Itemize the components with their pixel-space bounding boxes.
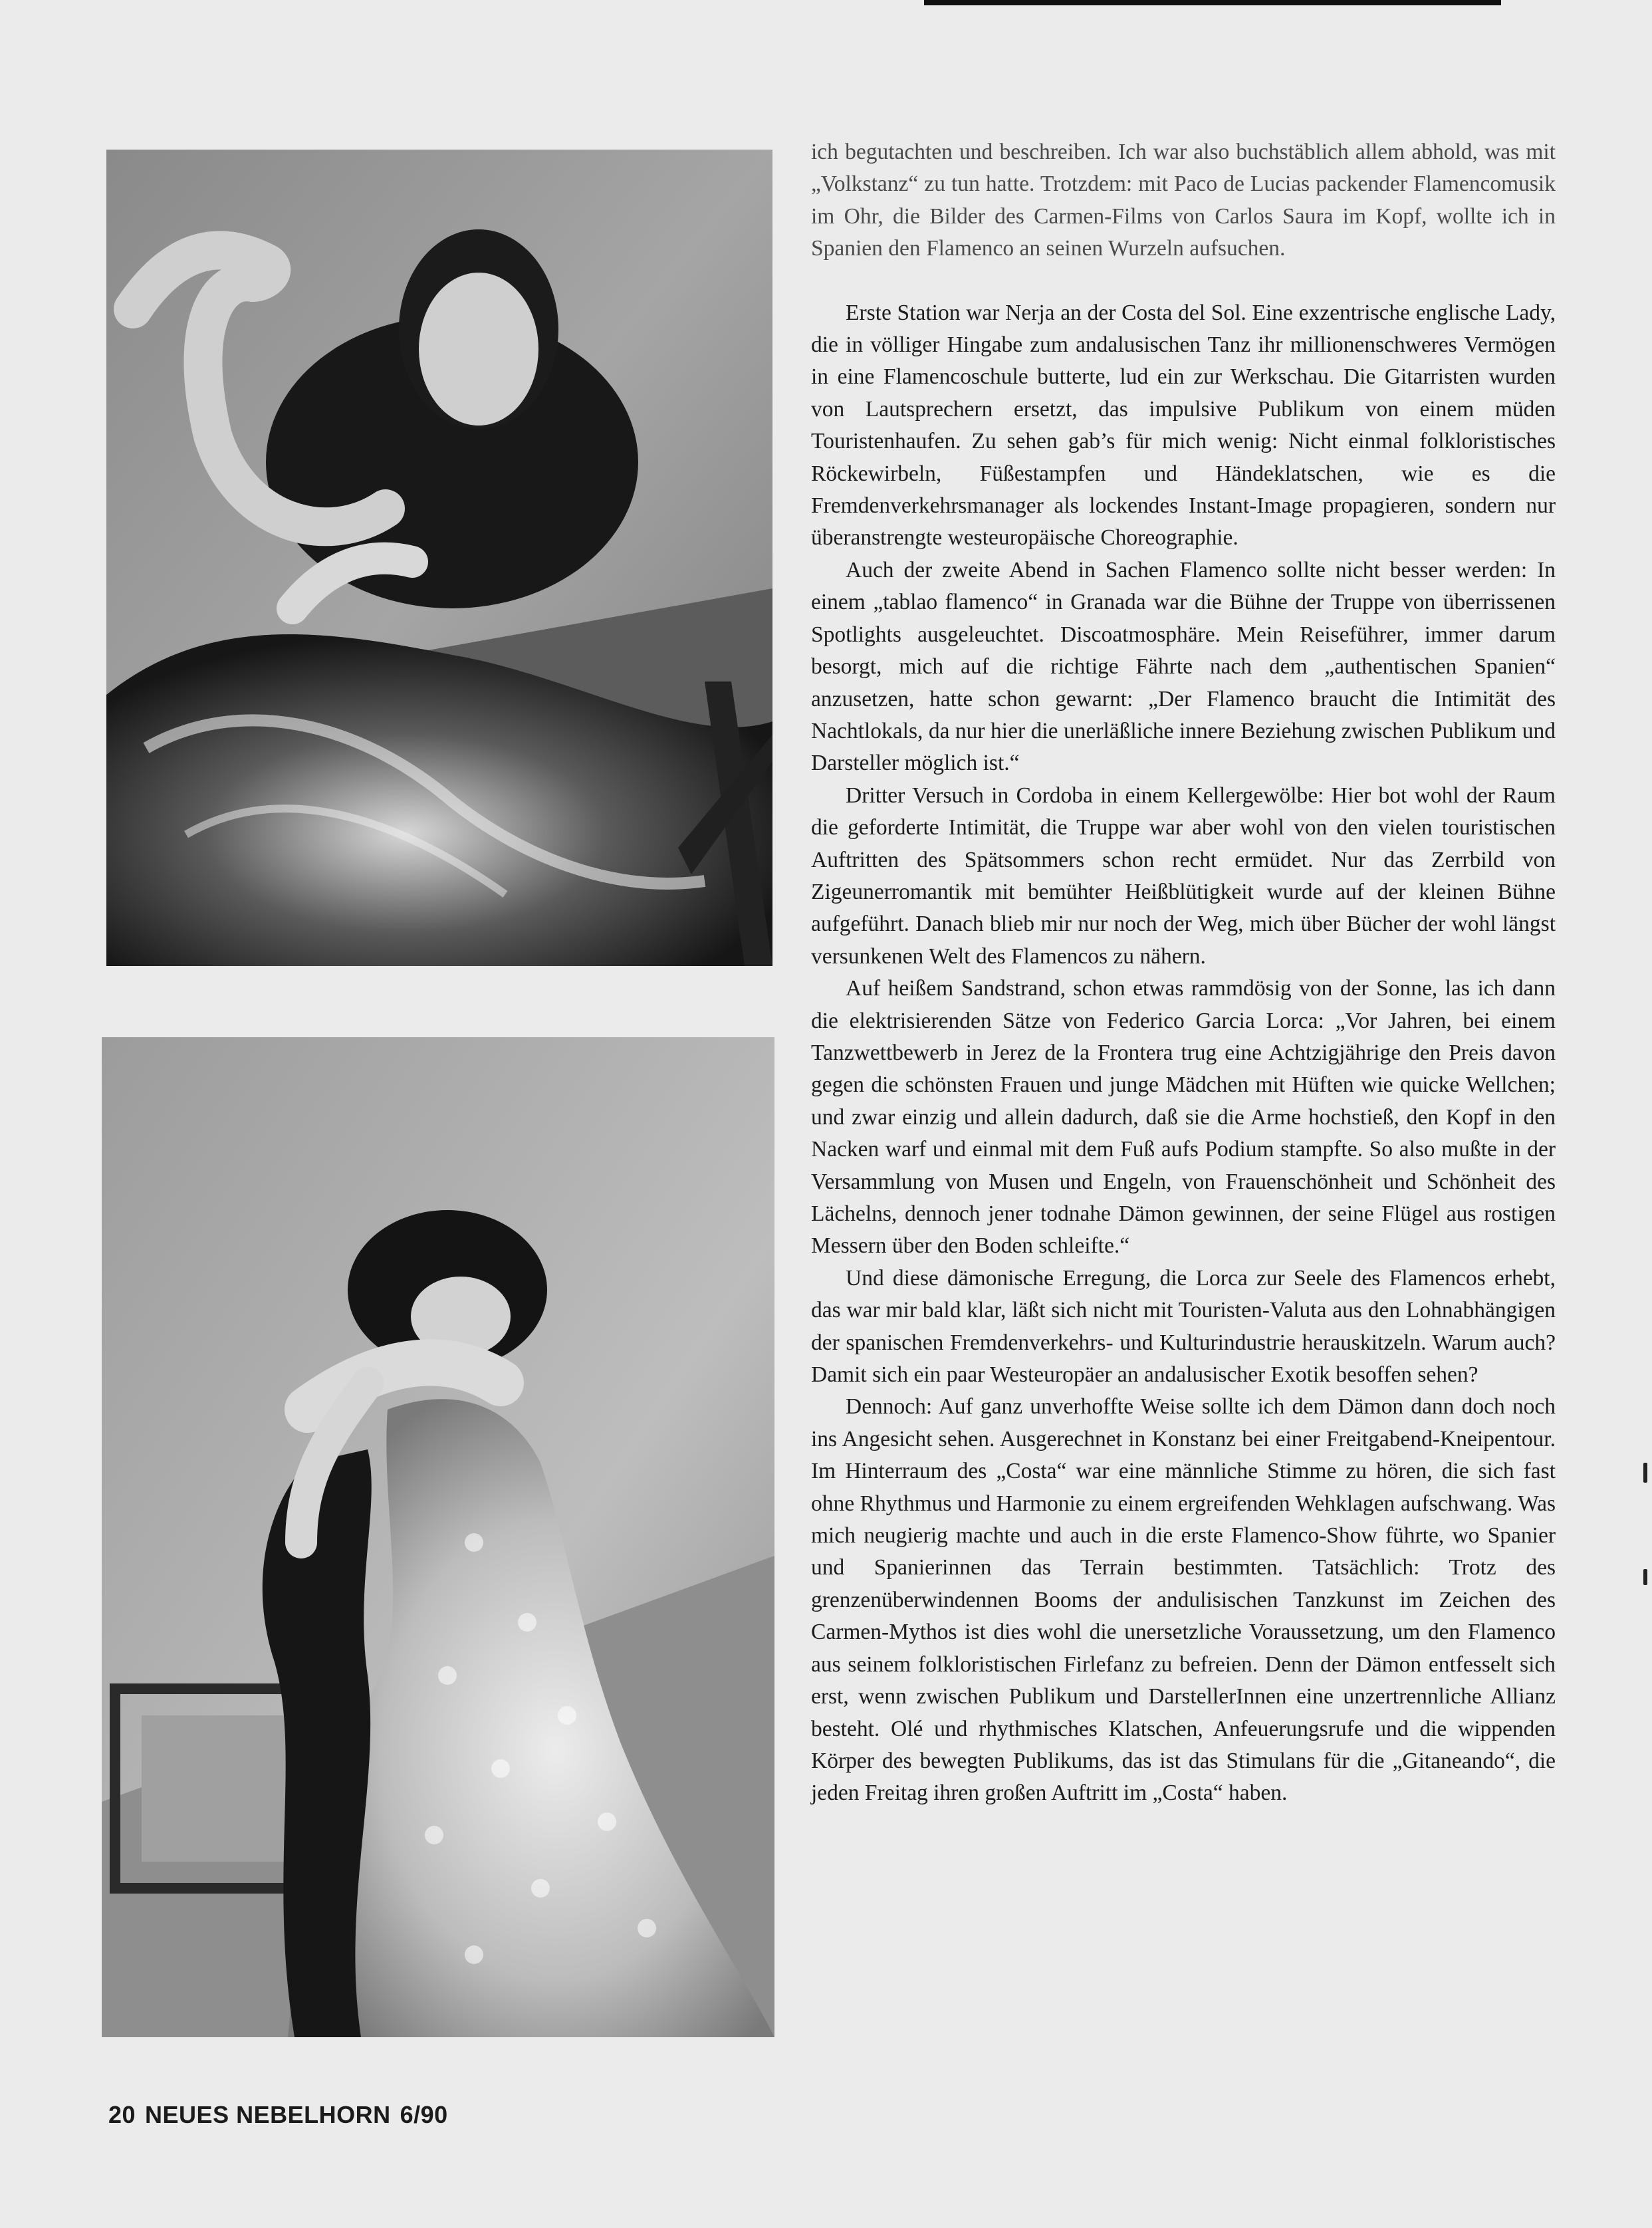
article-paragraph: Erste Station war Nerja an der Costa del Sol. Eine exzentrische englische Lady, die in völliger Hingabe zum andalusischen Tanz ihr millionenschweres Vermögen in eine Flamencoschule butterte, lud ein zur Werkschau. Die Gitarristen wurden von Lautsprechern ersetzt, das impulsive Publikum von einem müden Touristenhaufen. Zu sehen gab’s für mich wenig: Nicht einmal folkloristisches Röckewirbeln, Füßestampfen und Händeklatschen, wie es die Fremdenverkehrsmanager als lockendes Instant-Image propagieren, sondern nur überanstrengte westeuropäische Choreographie. xyxy=(811,300,1556,551)
page-footer xyxy=(108,2101,448,2129)
photo-flamenco-dancer-bottom xyxy=(102,1037,774,2037)
photo-flamenco-dancer-top xyxy=(106,150,772,966)
article-paragraph: Und diese dämonische Erregung, die Lorca zur Seele des Flamencos erhebt, das war mir bald klar, läßt sich nicht mit Touristen-Valuta aus den Lohnabhängigen der spanischen Fremdenverkehrs- und Kulturindustrie herauskitzeln. Warum auch? Damit sich ein paar Westeuropäer an andalusischer Exotik besoffen sehen? xyxy=(811,1265,1556,1388)
top-rule xyxy=(924,0,1501,5)
article-paragraph: Dritter Versuch in Cordoba in einem Kellergewölbe: Hier bot wohl der Raum die geforderte Intimität, die Truppe war aber wohl von den vielen touristischen Auftritten des Spätsommers schon recht ermüdet. Nur das Zerrbild von Zigeunerromantik mit bemühter Heißblütigkeit wurde auf der kleinen Bühne aufgeführt. Danach blieb mir nur noch der Weg, mich über Bücher der wohl längst versunkenen Welt des Flamencos zu nähern. xyxy=(811,783,1556,969)
scan-edge-mark xyxy=(1643,1569,1647,1585)
article-text xyxy=(811,136,1556,1810)
article-paragraph: Auf heißem Sandstrand, schon etwas rammdösig von der Sonne, las ich dann die elektrisierenden Sätze von Federico Garcia Lorca: „Vor Jahren, bei einem Tanzwettbewerb in Jerez de la Frontera trug eine Achtzigjährige den Preis davon gegen die schönsten Frauen und junge Mädchen mit Hüften wie quicke Wellchen; und zwar einzig und allein dadurch, daß sie die Arme hochstieß, den Kopf in den Nacken warf und einmal mit dem Fuß aufs Podium stampfte. So also mußte in der Versammlung von Musen und Engeln, von Frauenschönheit und Schönheit des Lächelns, dennoch jener todnahe Dämon gewinnen, der seine Flügel aus rostigen Messern über den Boden schleifte.“ xyxy=(811,976,1556,1259)
article-paragraph: Auch der zweite Abend in Sachen Flamenco sollte nicht besser werden: In einem „tablao flamenco“ in Granada war die Bühne der Truppe von überrissenen Spotlights ausgeleuchtet. Discoatmosphäre. Mein Reiseführer, immer darum besorgt, mich auf die richtige Fährte nach dem „authentischen Spanien“ anzusetzen, hatte schon gewarnt: „Der Flamenco braucht die Intimität des Nachtlokals, da nur hier die unerläßliche innere Beziehung zwischen Publikum und Darsteller möglich ist.“ xyxy=(811,557,1556,776)
scan-edge-mark xyxy=(1643,1463,1647,1483)
publication-name: NEUES NEBELHORN xyxy=(145,2101,391,2128)
page-number: 20 xyxy=(108,2101,136,2128)
issue-number: 6/90 xyxy=(400,2101,448,2128)
article-paragraph: ich begutachten und beschreiben. Ich war also buchstäblich allem abhold, was mit „Volkstanz“ zu tun hatte. Trotzdem: mit Paco de Lucias packender Flamencomusik im Ohr, die Bilder des Carmen-Films von Carlos Saura im Kopf, wollte ich in Spanien den Flamenco an seinen Wurzeln aufsuchen. xyxy=(811,140,1556,261)
article-paragraph: Dennoch: Auf ganz unverhoffte Weise sollte ich dem Dämon dann doch noch ins Angesicht sehen. Ausgerechnet in Konstanz bei einer Freitgabend-Kneipentour. Im Hinterraum des „Costa“ war eine männliche Stimme zu hören, die sich fast ohne Rhythmus und Harmonie zu einem ergreifenden Wehklagen aufschwang. Was mich neugierig machte und auch in die erste Flamenco-Show führte, wo Spanier und Spanierinnen das Terrain bestimmten. Tatsächlich: Trotz des grenzenüberwindennen Booms der andulisischen Tanzkunst im Zeichen des Carmen-Mythos ist dies wohl die unersetzliche Voraussetzung, um den Flamenco aus seinem folkloristischen Firlefanz zu befreien. Denn der Dämon entfesselt sich erst, wenn zwischen Publikum und DarstellerInnen eine unzertrennliche Allianz besteht. Olé und rhythmisches Klatschen, Anfeuerungsrufe und die wippenden Körper des bewegten Publikums, das ist das Stimulans für die „Gitaneando“, die jeden Freitag ihren großen Auftritt im „Costa“ haben. xyxy=(811,1394,1556,1806)
